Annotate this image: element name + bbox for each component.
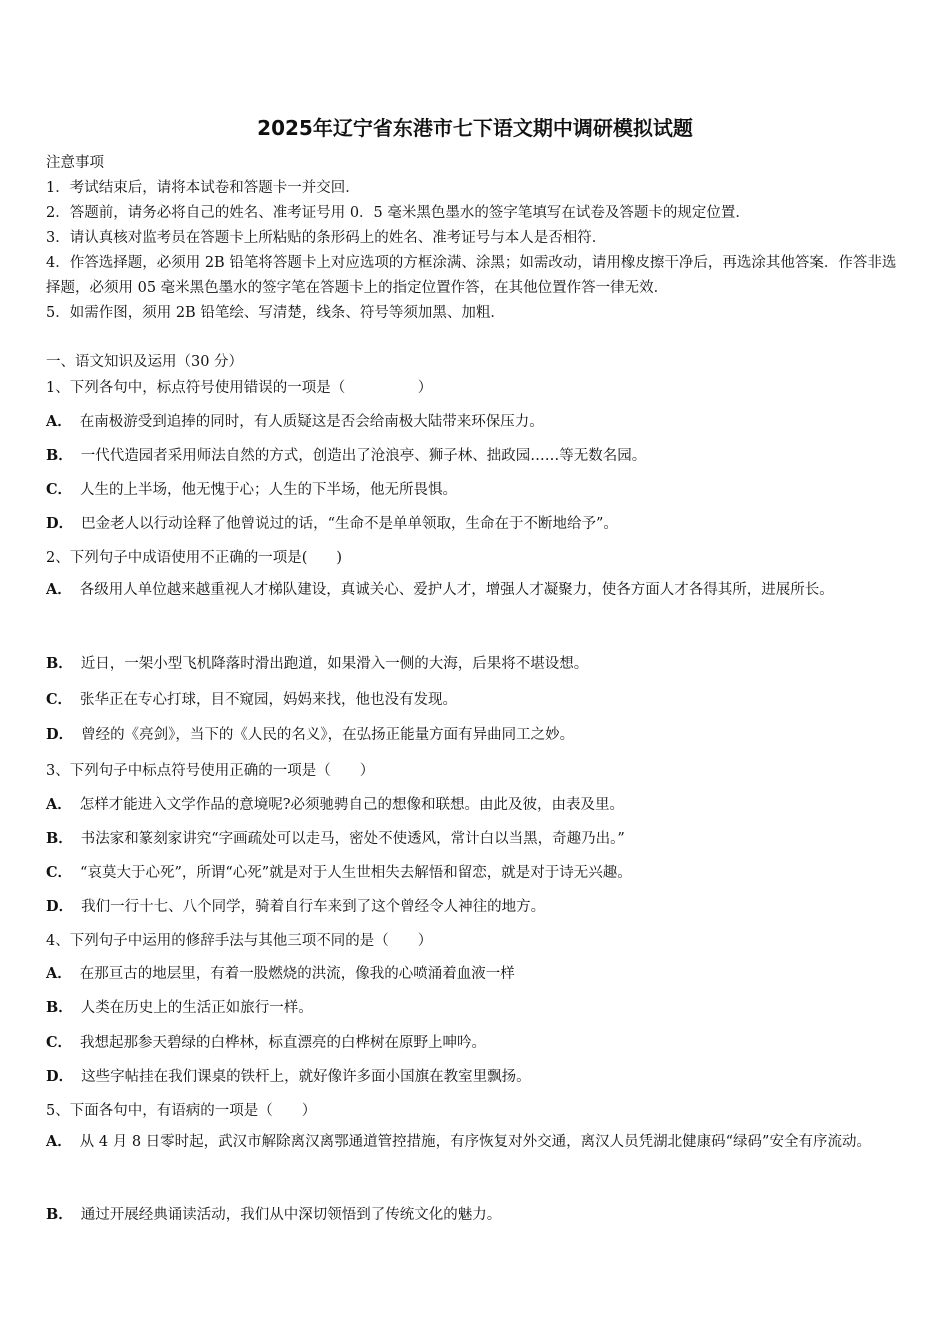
option-text: 曾经的《亮剑》，当下的《人民的名义》，在弘扬正能量方面有异曲同工之妙。 <box>81 727 575 743</box>
question-option <box>46 895 904 916</box>
option-key: C． <box>46 864 73 881</box>
option-text: 近日，一架小型飞机降落时滑出跑道，如果滑入一侧的大海，后果将不堪设想。 <box>80 656 589 672</box>
option-text: 巴金老人以行动诠释了他曾说过的话，“生命不是单单领取，生命在于不断地给予”。 <box>81 516 618 532</box>
option-key: D． <box>46 1068 74 1085</box>
question-stem: 4、下列句子中运用的修辞手法与其他三项不同的是（ ） <box>46 933 433 949</box>
option-text: 各级用人单位越来越重视人才梯队建设，真诚关心、爱护人才，增强人才凝聚力，使各方面人才各得其所，进展所长。 <box>79 582 834 598</box>
option-text: 从 4 月 8 日零时起，武汉市解除离汉离鄂通道管控措施，有序恢复对外交通，离汉人员凭湖北健康码“绿码”安全有序流动。 <box>79 1134 871 1150</box>
question-stem: 1、下列各句中，标点符号使用错误的一项是（ ） <box>46 380 433 396</box>
question-option <box>46 512 904 533</box>
option-key: B． <box>46 655 73 672</box>
question-option <box>46 478 904 499</box>
notice-item: 1．考试结束后，请将本试卷和答题卡一并交回． <box>46 180 360 196</box>
option-text: 在那亘古的地层里，有着一股燃烧的洪流，像我的心喷涌着血液一样 <box>79 966 515 982</box>
notice-item: 3．请认真核对监考员在答题卡上所粘贴的条形码上的姓名、准考证号与本人是否相符． <box>46 230 607 246</box>
question-stem: 3、下列句子中标点符号使用正确的一项是（ ） <box>46 763 375 779</box>
option-key: D． <box>46 898 74 915</box>
option-key: B． <box>46 1206 73 1223</box>
option-text: 张华正在专心打球，目不窥园，妈妈来找，他也没有发现。 <box>80 692 458 708</box>
question-option <box>46 827 904 848</box>
question-stem: 5、下面各句中，有语病的一项是（ ） <box>46 1103 317 1119</box>
page-title: 2025年辽宁省东港市七下语文期中调研模拟试题 <box>257 116 693 140</box>
question-option <box>46 723 904 744</box>
question-option <box>46 861 904 882</box>
notice-item: 4．作答选择题，必须用 2B 铅笔将答题卡上对应选项的方框涂满、涂黑；如需改动，请用橡皮擦干净后，再选涂其他答案．作答非选择题，必须用 05 毫米黑色墨水的签字笔在答题卡上的指定位置作答，在其他位置作答一律无效． <box>46 255 897 296</box>
option-text: 人类在历史上的生活正如旅行一样。 <box>80 1000 313 1016</box>
option-key: A． <box>46 581 72 598</box>
question-option <box>46 1124 904 1160</box>
option-text: 我们一行十七、八个同学，骑着自行车来到了这个曾经令人神往的地方。 <box>81 899 546 915</box>
question-option <box>46 444 904 465</box>
option-key: C． <box>46 691 73 708</box>
option-key: A． <box>46 965 72 982</box>
option-text: 通过开展经典诵读活动，我们从中深切领悟到了传统文化的魅力。 <box>80 1207 502 1223</box>
option-key: A． <box>46 796 72 813</box>
option-text: 书法家和篆刻家讲究“字画疏处可以走马，密处不使透风，常计白以当黑，奇趣乃出。” <box>80 831 625 847</box>
option-key: A． <box>46 413 72 430</box>
question-option <box>46 410 904 431</box>
option-text: 人生的上半场，他无愧于心；人生的下半场，他无所畏惧。 <box>80 482 458 498</box>
question-option <box>46 962 904 983</box>
notice-block <box>46 151 906 326</box>
question-option <box>46 572 904 608</box>
section-heading: 一、语文知识及运用（30 分） <box>46 354 244 370</box>
option-text: “哀莫大于心死”，所谓“心死”就是对于人生世相失去解悟和留恋，就是对于诗无兴趣。 <box>80 865 632 881</box>
option-key: C． <box>46 481 73 498</box>
notice-heading: 注意事项 <box>46 155 104 171</box>
question-option <box>46 996 904 1017</box>
notice-item: 2．答题前，请务必将自己的姓名、准考证号用 0．5 毫米黑色墨水的签字笔填写在试卷及答题卡的规定位置． <box>46 205 750 221</box>
question-option <box>46 1203 904 1224</box>
question-option <box>46 652 904 673</box>
option-text: 我想起那参天碧绿的白桦林，标直漂亮的白桦树在原野上呻吟。 <box>80 1035 487 1051</box>
option-key: B． <box>46 999 73 1016</box>
option-key: B． <box>46 447 73 464</box>
option-text: 一代代造园者采用师法自然的方式，创造出了沧浪亭、狮子林、拙政园……等无数名园。 <box>80 448 647 464</box>
option-key: D． <box>46 515 74 532</box>
question-stem: 2、下列句子中成语使用不正确的一项是( ) <box>46 550 343 566</box>
option-key: D． <box>46 726 74 743</box>
option-key: C． <box>46 1034 73 1051</box>
option-text: 怎样才能进入文学作品的意境呢?必须驰骋自己的想像和联想。由此及彼，由表及里。 <box>79 797 625 813</box>
question-option <box>46 1031 904 1052</box>
option-key: B． <box>46 830 73 847</box>
question-option <box>46 793 904 814</box>
question-option <box>46 688 904 709</box>
option-key: A． <box>46 1133 72 1150</box>
option-text: 在南极游受到追捧的同时，有人质疑这是否会给南极大陆带来环保压力。 <box>79 414 544 430</box>
notice-item: 5．如需作图，须用 2B 铅笔绘、写清楚，线条、符号等须加黑、加粗． <box>46 305 505 321</box>
question-option <box>46 1065 904 1086</box>
option-text: 这些字帖挂在我们课桌的铁杆上，就好像许多面小国旗在教室里飘扬。 <box>81 1069 531 1085</box>
